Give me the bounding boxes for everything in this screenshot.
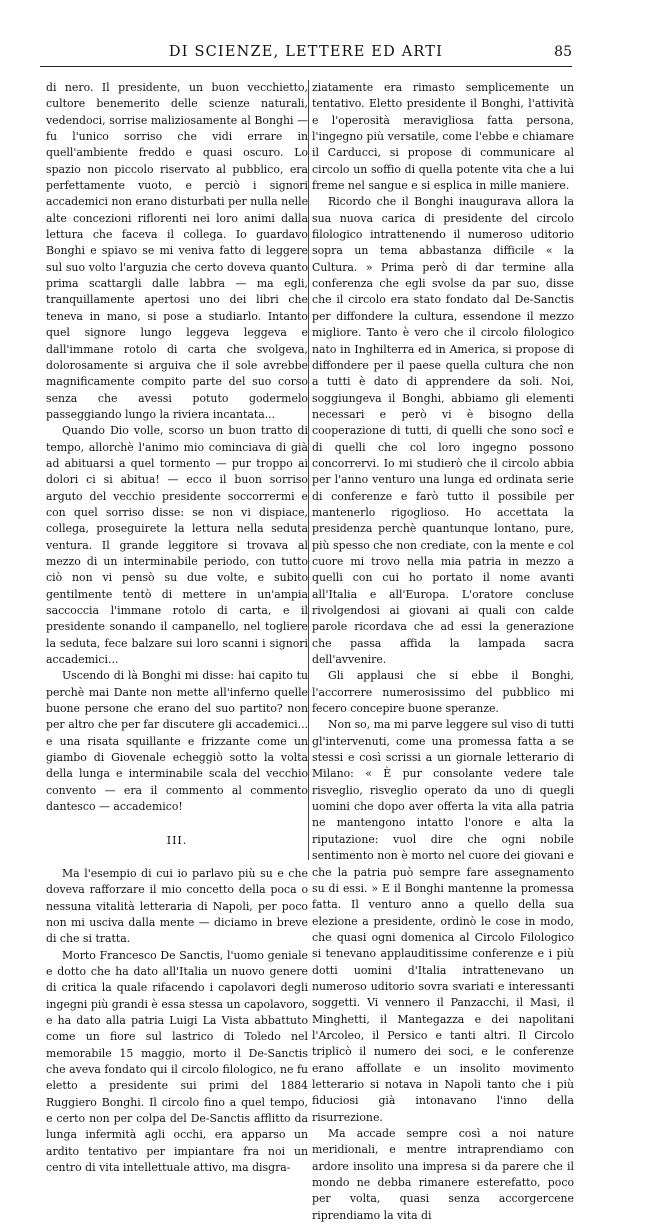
- column-divider: [308, 80, 309, 860]
- section-heading: III.: [166, 834, 188, 848]
- paragraph: Morto Francesco De Sanctis, l'uomo geniale e dotto che ha dato all'Italia un nuovo genere di critica la quale rifacendo i capolavori degli ingegni più grandi è essa stessa un capolavoro, e ha dato alla patria Luigi La Vista abbattuto come un fiore sul lastrico di Toledo nel memorabile 15 maggio, morto il De-Sanctis che aveva fondato qui il circolo filologico, ne fu eletto a presidente sui primi del 1884 Ruggiero Bonghi. Il circolo fino a quel tempo, e certo non per colpa del De-Sanctis afflitto da lunga infermità agli occhi, era apparso un ardito tentativo per impiantare fra noi un centro di vita intellettuale attivo, ma disgra-: [46, 948, 308, 1174]
- paragraph: Ma accade sempre così a noi nature meridionali, e mentre intraprendiamo con ardore insolito una impresa si da parere che il mondo ne debba rimanere esterefatto, poco per volta, quasi senza accorgercene riprendiamo la vita di: [312, 1127, 574, 1222]
- paragraph: Non so, ma mi parve leggere sul viso di tutti gl'intervenuti, come una promessa fatta a se stessi e così scrissi a un giornale letterario di Milano: « È pur consolante vedere tale risveglio, risveglio operato da uno di quegli uomini che dopo aver offerta la vita alla patria ne mantengono intatto l'onore e alta la riputazione: vuol dire che ogni nobile sentimento non è morto nel cuore dei giovani e che la patria può sempre fare assegnamento su di essi. » E il Bonghi mantenne la promessa fatta. Il venturo anno a quello della sua elezione a presidente, ordinò le cose in modo, che quasi ogni domenica al Circolo Filologico si tenevano applauditissime conferenze e i più dotti uomini d'Italia intrattenevano un numeroso uditorio sovra svariati e interessanti soggetti. Vi vennero il Panzacchi, il Masi, il Minghetti, il Mantegazza e dei napolitani l'Arcoleo, il Persico e tanti altri. Il Circolo triplicò il numero dei soci, e le conferenze erano affollate e un insolito movimento letterario si notava in Napoli tanto che i più fiduciosi già intonavano l'inno della risurrezione.: [312, 718, 574, 1124]
- paragraph: ziatamente era rimasto semplicemente un tentativo. Eletto presidente il Bonghi, l'attività e l'operosità meravigliosa fatta persona, l'ingegno più versatile, come l'ebbe e chiamare il Carducci, si propose di communicare al circolo un soffio di quella potente vita che a lui freme nel sangue e si esplica in mille maniere.: [312, 81, 574, 193]
- paragraph: Ricordo che il Bonghi inaugurava allora la sua nuova carica di presidente del circolo filologico intrattenendo il numeroso uditorio sopra un tema abbastanza difficile « la Cultura. » Prima però di dar termine alla conferenza che egli svolse da par suo, disse che il circolo era stato fondato dal De-Sanctis per diffondere la cultura, essendone il mezzo migliore. Tanto è vero che il circolo filologico nato in Inghilterra ed in America, si propose di diffondere per il paese quella cultura che non a tutti è dato di apprendere da soli. Noi, soggiungeva il Bonghi, abbiamo gli elementi necessari e però vi è bisogno della cooperazione di tutti, di quelli che sono socî e di quelli che col loro ingegno possono concorrervi. Io mi studierò che il circolo abbia per l'anno venturo una lunga ed ordinata serie di conferenze e farò tutto il possibile per mantenerlo rigoglioso. Ho accettata la presidenza perchè quantunque lontano, pure, più spesso che non crediate, con la mente e col cuore mi trovo nella mia patria in mezzo a quelli con cui ho portato il nome avanti all'Italia e all'Europa. L'oratore concluse rivolgendosi ai giovani ai quali con calde parole ricordava che ad essi la generazione che passa affida la lampada sacra dell'avvenire.: [312, 195, 574, 667]
- right-column: [312, 80, 574, 1224]
- paragraph: Uscendo di là Bonghi mi disse: hai capito tu perchè mai Dante non mette all'inferno quelle buone persone che erano del suo partito? non per altro che per far discutere gli accademici... e una risata squillante e frizzante come un giambo di Giovenale echeggiò sotto la volta della lunga e interminabile scala del vecchio convento — era il commento al commento dantesco — accademico!: [46, 669, 308, 814]
- running-header: [40, 40, 572, 67]
- paragraph: Ma l'esempio di cui io parlavo più su e che doveva rafforzare il mio concetto della poca o nessuna vitalità letteraria di Napoli, per poco non mi usciva dalla mente — diciamo in breve di che si tratta.: [46, 866, 308, 946]
- header-title: DI SCIENZE, LETTERE ED ARTI: [168, 44, 444, 60]
- paragraph: Gli applausi che si ebbe il Bonghi, l'accorrere numerosissimo del pubblico mi fecero concepire buone speranze.: [312, 669, 574, 716]
- paragraph: di nero. Il presidente, un buon vecchietto, cultore benemerito delle scienze naturali, vedendoci, sorrise maliziosamente al Bonghi — fu l'unico sorriso che vidi errare in quell'ambiente freddo e quasi oscuro. Lo spazio non piccolo riservato al pubblico, era perfettamente vuoto, e perciò i signori accademici non erano disturbati per nulla nelle alte concezioni riflorenti nei loro animi dalla lettura che faceva il collega. Io guardavo Bonghi e spiavo se mi veniva fatto di leggere sul suo volto l'arguzia che certo doveva quanto prima scattargli dalle labbra — ma egli, tranquillamente apertosi uno dei libri che teneva in mano, si pose a studiarlo. Intanto quel signore lungo leggeva leggeva e dall'immane rotolo di carta che svolgeva, dolorosamente si arguiva che il sole avrebbe magnificamente compito parte del suo corso senza che avessi potuto godermelo passeggiando lungo la riviera incantata...: [46, 81, 309, 421]
- paragraph: Quando Dio volle, scorso un buon tratto di tempo, allorchè l'animo mio cominciava di già ad abituarsi a quel tormento — pur troppo ai dolori ci si abitua! — ecco il buon sorriso arguto del vecchio presidente soccorrermi e con quel sorriso disse: se non vi dispiace, collega, proseguirete la lettura nella seduta ventura. Il grande leggitore si trovava al mezzo di un interminabile periodo, con tutto ciò non vi pensò su due volte, e subito gentilmente tentò di mettere in un'ampia saccoccia l'immane rotolo di carta, e il presidente sonando il campanello, nel togliere la seduta, fece balzare sui loro scanni i signori accademici...: [46, 424, 308, 667]
- left-column: [46, 80, 308, 1176]
- page-number: 85: [554, 44, 572, 60]
